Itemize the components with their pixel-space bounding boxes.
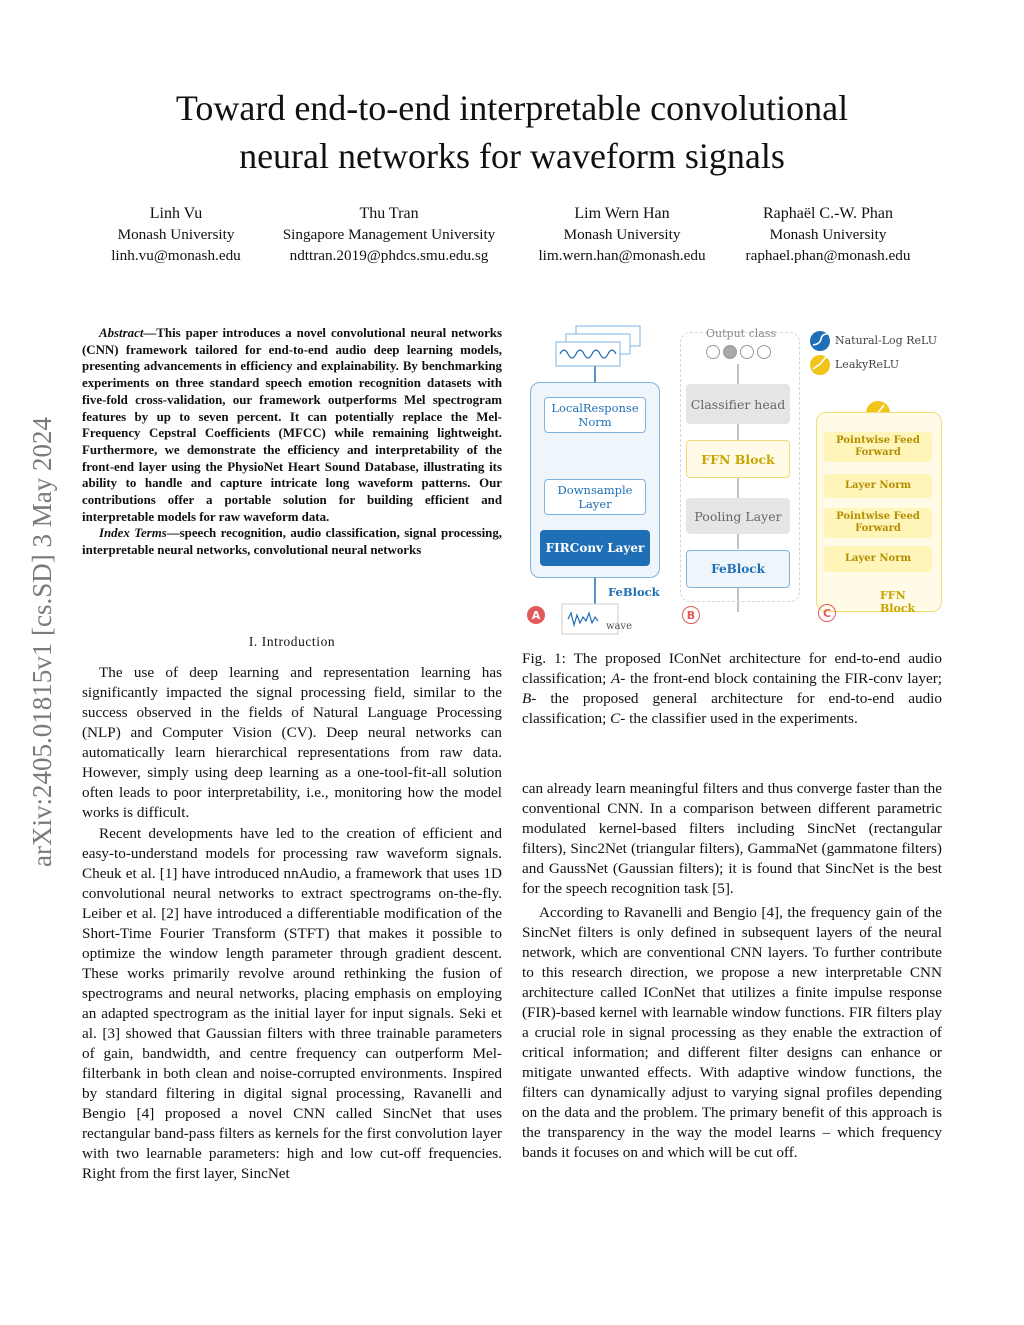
title-line-1: Toward end-to-end interpretable convolutional <box>175 88 849 128</box>
author-email: lim.wern.han@monash.edu <box>538 247 706 264</box>
wave-label: wave <box>606 621 633 632</box>
caption-text: - the classifier used in the experiments. <box>620 710 858 727</box>
index-terms <box>82 525 502 558</box>
abstract-paragraph <box>82 325 502 525</box>
author-name: Linh Vu <box>149 205 203 222</box>
author-block-1 <box>96 203 256 266</box>
figure-caption <box>522 649 942 729</box>
left-column-body <box>82 663 502 1184</box>
ffn-block-label: FFN Block <box>880 589 916 615</box>
caption-text: - the front-end block containing the FIR-conv layer; <box>620 670 942 687</box>
author-affiliation: Singapore Management University <box>282 226 496 243</box>
author-affiliation: Monash University <box>563 226 681 243</box>
body-paragraph: can already learn meaningful filters and thus converge faster than the conventional CNN. In a comparison between different parametric modulated kernel-based filters including SincNet (rectangular filters), Sinc2Net (triangular filters), GammaNet (gammatone filters) and GaussNet (Gaussian filters); it is found that SincNet is the best for the speech recognition task [5]. <box>522 780 942 897</box>
localresponse-norm-box: LocalResponse Norm <box>544 397 646 433</box>
pointwise-ff-box-1: Pointwise Feed Forward <box>824 432 932 462</box>
right-column-body <box>522 779 942 1163</box>
legend-leaky-relu: LeakyReLU <box>835 358 900 371</box>
index-terms-label: Index Terms <box>99 526 167 541</box>
badge-c: C <box>818 604 836 622</box>
caption-text: - the proposed general architecture for end-to-end audio classification; <box>522 690 942 727</box>
author-email: ndttran.2019@phdcs.smu.edu.sg <box>289 247 489 264</box>
body-paragraph: Recent developments have led to the creation of efficient and easy-to-understand models for processing raw waveform signals. Cheuk et al. [1] have introduced nnAudio, a framework that uses 1D convolutional neural networks to extract spectrograms on-the-fly. Leiber et al. [2] have introduced a differentiable modification of the Short-Time Fourier Transform (STFT) that makes it possible to optimize the window length parameter through gradient descent. These works primarily revolve around rethinking the fusion of spectrograms and neural networks, placing emphasis on employing an adapted spectrogram as the initial layer for input signals. Seki et al. [3] showed that Gaussian filters with three trainable parameters of gain, bandwidth, and centre frequency can outperform Mel-filterbank in both clean and noise-corrupted environments. Inspired by standard filtering in digital signal processing, Ravanelli and Bengio [4] proposed a novel CNN called SincNet that uses rectangular band-pass filters as kernels for the first convolution layer with two learnable parameters: high and low cut-off frequencies. Right from the first layer, SincNet <box>82 825 502 1182</box>
author-block-4 <box>732 203 924 266</box>
feblock-label: FeBlock <box>608 585 660 599</box>
author-email: raphael.phan@monash.edu <box>745 247 911 264</box>
ffn-block-box: FFN Block <box>686 440 790 478</box>
author-email: linh.vu@monash.edu <box>111 247 241 264</box>
classifier-head-box: Classifier head <box>686 384 790 424</box>
abstract-text: —This paper introduces a novel convolutional neural networks (CNN) framework tailored for end-to-end audio deep learning models, presenting advancements in efficiency and explainability. By benchmarking experiments on three standard speech emotion recognition datasets with five-fold cross-validation, our framework outperforms Mel spectrogram features by up to seven percent. It can potentially replace the Mel-Frequency Cepstral Coefficients (MFCC) while remaining lightweight. Furthermore, we demonstrate the efficiency and interpretability of the front-end layer using the PhysioNet Heart Sound Database, illustrating its ability to handle and capture intricate long waveform patterns. Our contributions offer a portable solution for building efficient and interpretable models for raw waveform data. <box>82 326 502 524</box>
arxiv-identifier: arXiv:2405.01815v1 [cs.SD] 3 May 2024 <box>27 417 57 868</box>
feblock-box: FeBlock <box>686 550 790 588</box>
output-class-label: Output class <box>706 327 777 340</box>
pooling-layer-box: Pooling Layer <box>686 498 790 534</box>
layer-norm-box-1: Layer Norm <box>824 474 932 498</box>
figure-1 <box>520 322 944 640</box>
title-line-2: neural networks for waveform signals <box>239 136 785 176</box>
badge-a: A <box>527 606 545 624</box>
author-name: Lim Wern Han <box>574 205 670 222</box>
author-name: Raphaël C.-W. Phan <box>762 205 894 222</box>
caption-ref-a: A <box>610 670 621 687</box>
author-affiliation: Monash University <box>769 226 887 243</box>
caption-ref-b: B <box>522 690 532 707</box>
body-paragraph: The use of deep learning and representation learning has significantly impacted the signal processing field, similar to the success observed in the fields of Natural Language Processing (NLP) and Computer Vision (CV). Deep neural networks can automatically learn hierarchical representations from raw data. However, simply using deep learning as a one-tool-fit-all solution often leads to poor interpretability, i.e., monitoring how the model works is difficult. <box>82 664 502 821</box>
layer-norm-box-2: Layer Norm <box>824 546 932 572</box>
paper-title <box>100 84 924 180</box>
badge-b: B <box>682 606 700 624</box>
body-paragraph: According to Ravanelli and Bengio [4], the frequency gain of the SincNet filters is only defined in subsequent layers of the neural network, which are conventional CNN layers. To further contribute to this research direction, we propose a new interpretable CNN architecture called IConNet that utilizes a finite impulse response (FIR)-based kernel with learnable window functions. FIR filters play a crucial role in signal processing as they enable the extraction of critical information; and different filter designs can enhance or mitigate unwanted effects. With adaptive window functions, the filters can dynamically adjust to varying signal profiles depending on the data and the problem. The primary benefit of this approach is the transparency in the way the model learns – which frequency bands it focuses on and which will be cut off. <box>522 904 942 1161</box>
author-name: Thu Tran <box>359 205 419 222</box>
index-terms-text: —speech recognition, audio classification, signal processing, interpretable neural networks, convolutional neural networks <box>82 526 502 558</box>
caption-ref-c: C <box>610 710 621 727</box>
section-heading: I. Introduction <box>248 634 336 649</box>
author-block-2 <box>266 203 512 266</box>
caption-label: Fig. 1: <box>522 650 566 667</box>
abstract-label: Abstract <box>99 326 144 340</box>
legend-natural-log-relu: Natural-Log ReLU <box>835 334 937 347</box>
abstract <box>82 325 502 559</box>
pointwise-ff-box-2: Pointwise Feed Forward <box>824 508 932 538</box>
caption-text: The proposed IConNet architecture for end-to-end audio classification; <box>522 650 942 687</box>
firconv-layer-box: FIRConv Layer <box>540 530 650 566</box>
author-block-3 <box>524 203 720 266</box>
author-affiliation: Monash University <box>117 226 235 243</box>
downsample-layer-box: Downsample Layer <box>544 479 646 515</box>
